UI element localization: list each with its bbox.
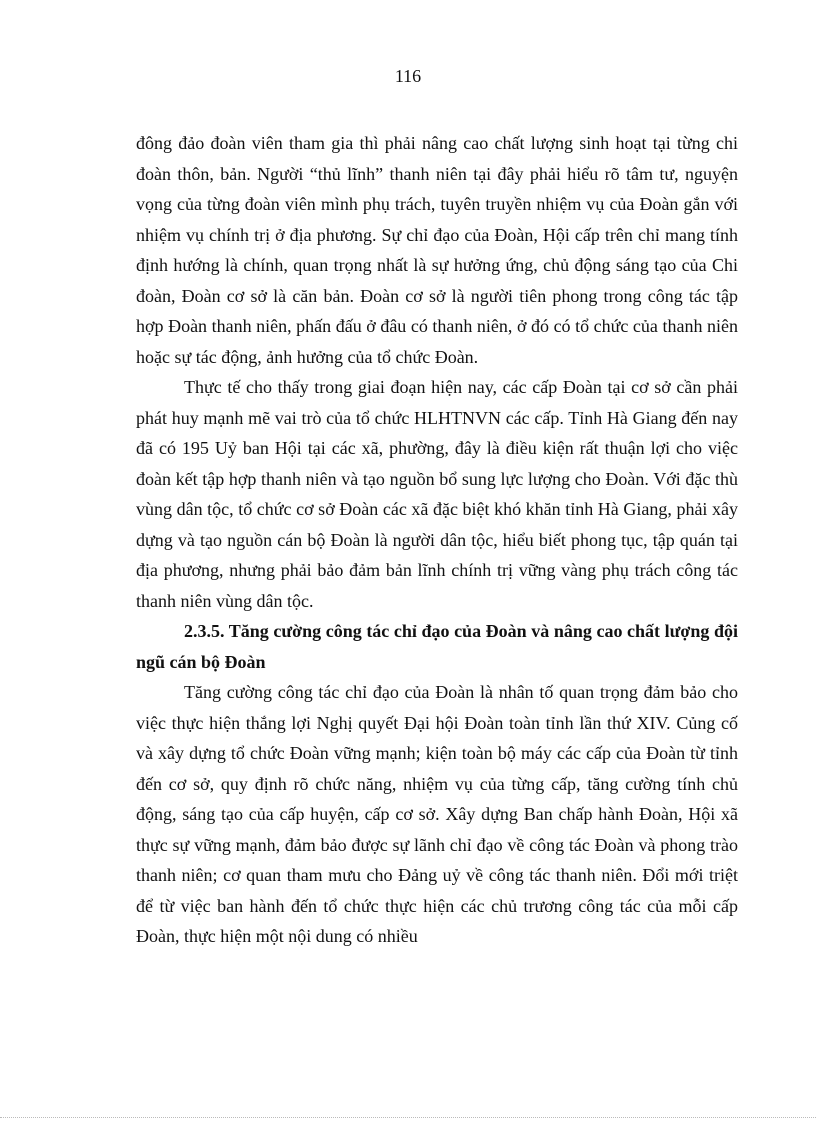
page-bottom-divider	[0, 1117, 816, 1118]
section-heading-2-3-5: 2.3.5. Tăng cường công tác chỉ đạo của Đoàn và nâng cao chất lượng đội ngũ cán bộ Đoàn	[136, 621, 738, 672]
page-number: 116	[394, 66, 422, 86]
body-paragraph-tang-cuong: Tăng cường công tác chỉ đạo của Đoàn là nhân tố quan trọng đảm bảo cho việc thực hiện thắng lợi Nghị quyết Đại hội Đoàn toàn tỉnh lần thứ XIV. Củng cố và xây dựng tổ chức Đoàn vững mạnh; kiện toàn bộ máy các cấp của Đoàn từ tỉnh đến cơ sở, quy định rõ chức năng, nhiệm vụ của từng cấp, tăng cường tính chủ động, sáng tạo của cấp huyện, cấp cơ sở. Xây dựng Ban chấp hành Đoàn, Hội xã thực sự vững mạnh, đảm bảo được sự lãnh chỉ đạo về công tác Đoàn và phong trào thanh niên; cơ quan tham mưu cho Đảng uỷ về công tác thanh niên. Đổi mới triệt để từ việc ban hành đến tổ chức thực hiện các chủ trương công tác của mỗi cấp Đoàn, thực hiện một nội dung có nhiều	[136, 682, 738, 946]
page-body	[136, 128, 738, 952]
body-paragraph-thuc-te: Thực tế cho thấy trong giai đoạn hiện nay, các cấp Đoàn tại cơ sở cần phải phát huy mạnh mẽ vai trò của tổ chức HLHTNVN các cấp. Tỉnh Hà Giang đến nay đã có 195 Uỷ ban Hội tại các xã, phường, đây là điều kiện rất thuận lợi cho việc đoàn kết tập hợp thanh niên và tạo nguồn bổ sung lực lượng cho Đoàn. Với đặc thù vùng dân tộc, tổ chức cơ sở Đoàn các xã đặc biệt khó khăn tỉnh Hà Giang, phải xây dựng và tạo nguồn cán bộ Đoàn là người dân tộc, hiểu biết phong tục, tập quán tại địa phương, nhưng phải bảo đảm bản lĩnh chính trị vững vàng phụ trách công tác thanh niên vùng dân tộc.	[136, 377, 738, 611]
body-paragraph-continuation: đông đảo đoàn viên tham gia thì phải nâng cao chất lượng sinh hoạt tại từng chi đoàn thôn, bản. Người “thủ lĩnh” thanh niên tại đây phải hiểu rõ tâm tư, nguyện vọng của từng đoàn viên mình phụ trách, tuyên truyền nhiệm vụ của Đoàn gắn với nhiệm vụ chính trị ở địa phương. Sự chỉ đạo của Đoàn, Hội cấp trên chỉ mang tính định hướng là chính, quan trọng nhất là sự hưởng ứng, chủ động sáng tạo của Chi đoàn, Đoàn cơ sở là căn bản. Đoàn cơ sở là người tiên phong trong công tác tập hợp Đoàn thanh niên, phấn đấu ở đâu có thanh niên, ở đó có tổ chức của thanh niên hoặc sự tác động, ảnh hưởng của tổ chức Đoàn.	[136, 133, 738, 367]
